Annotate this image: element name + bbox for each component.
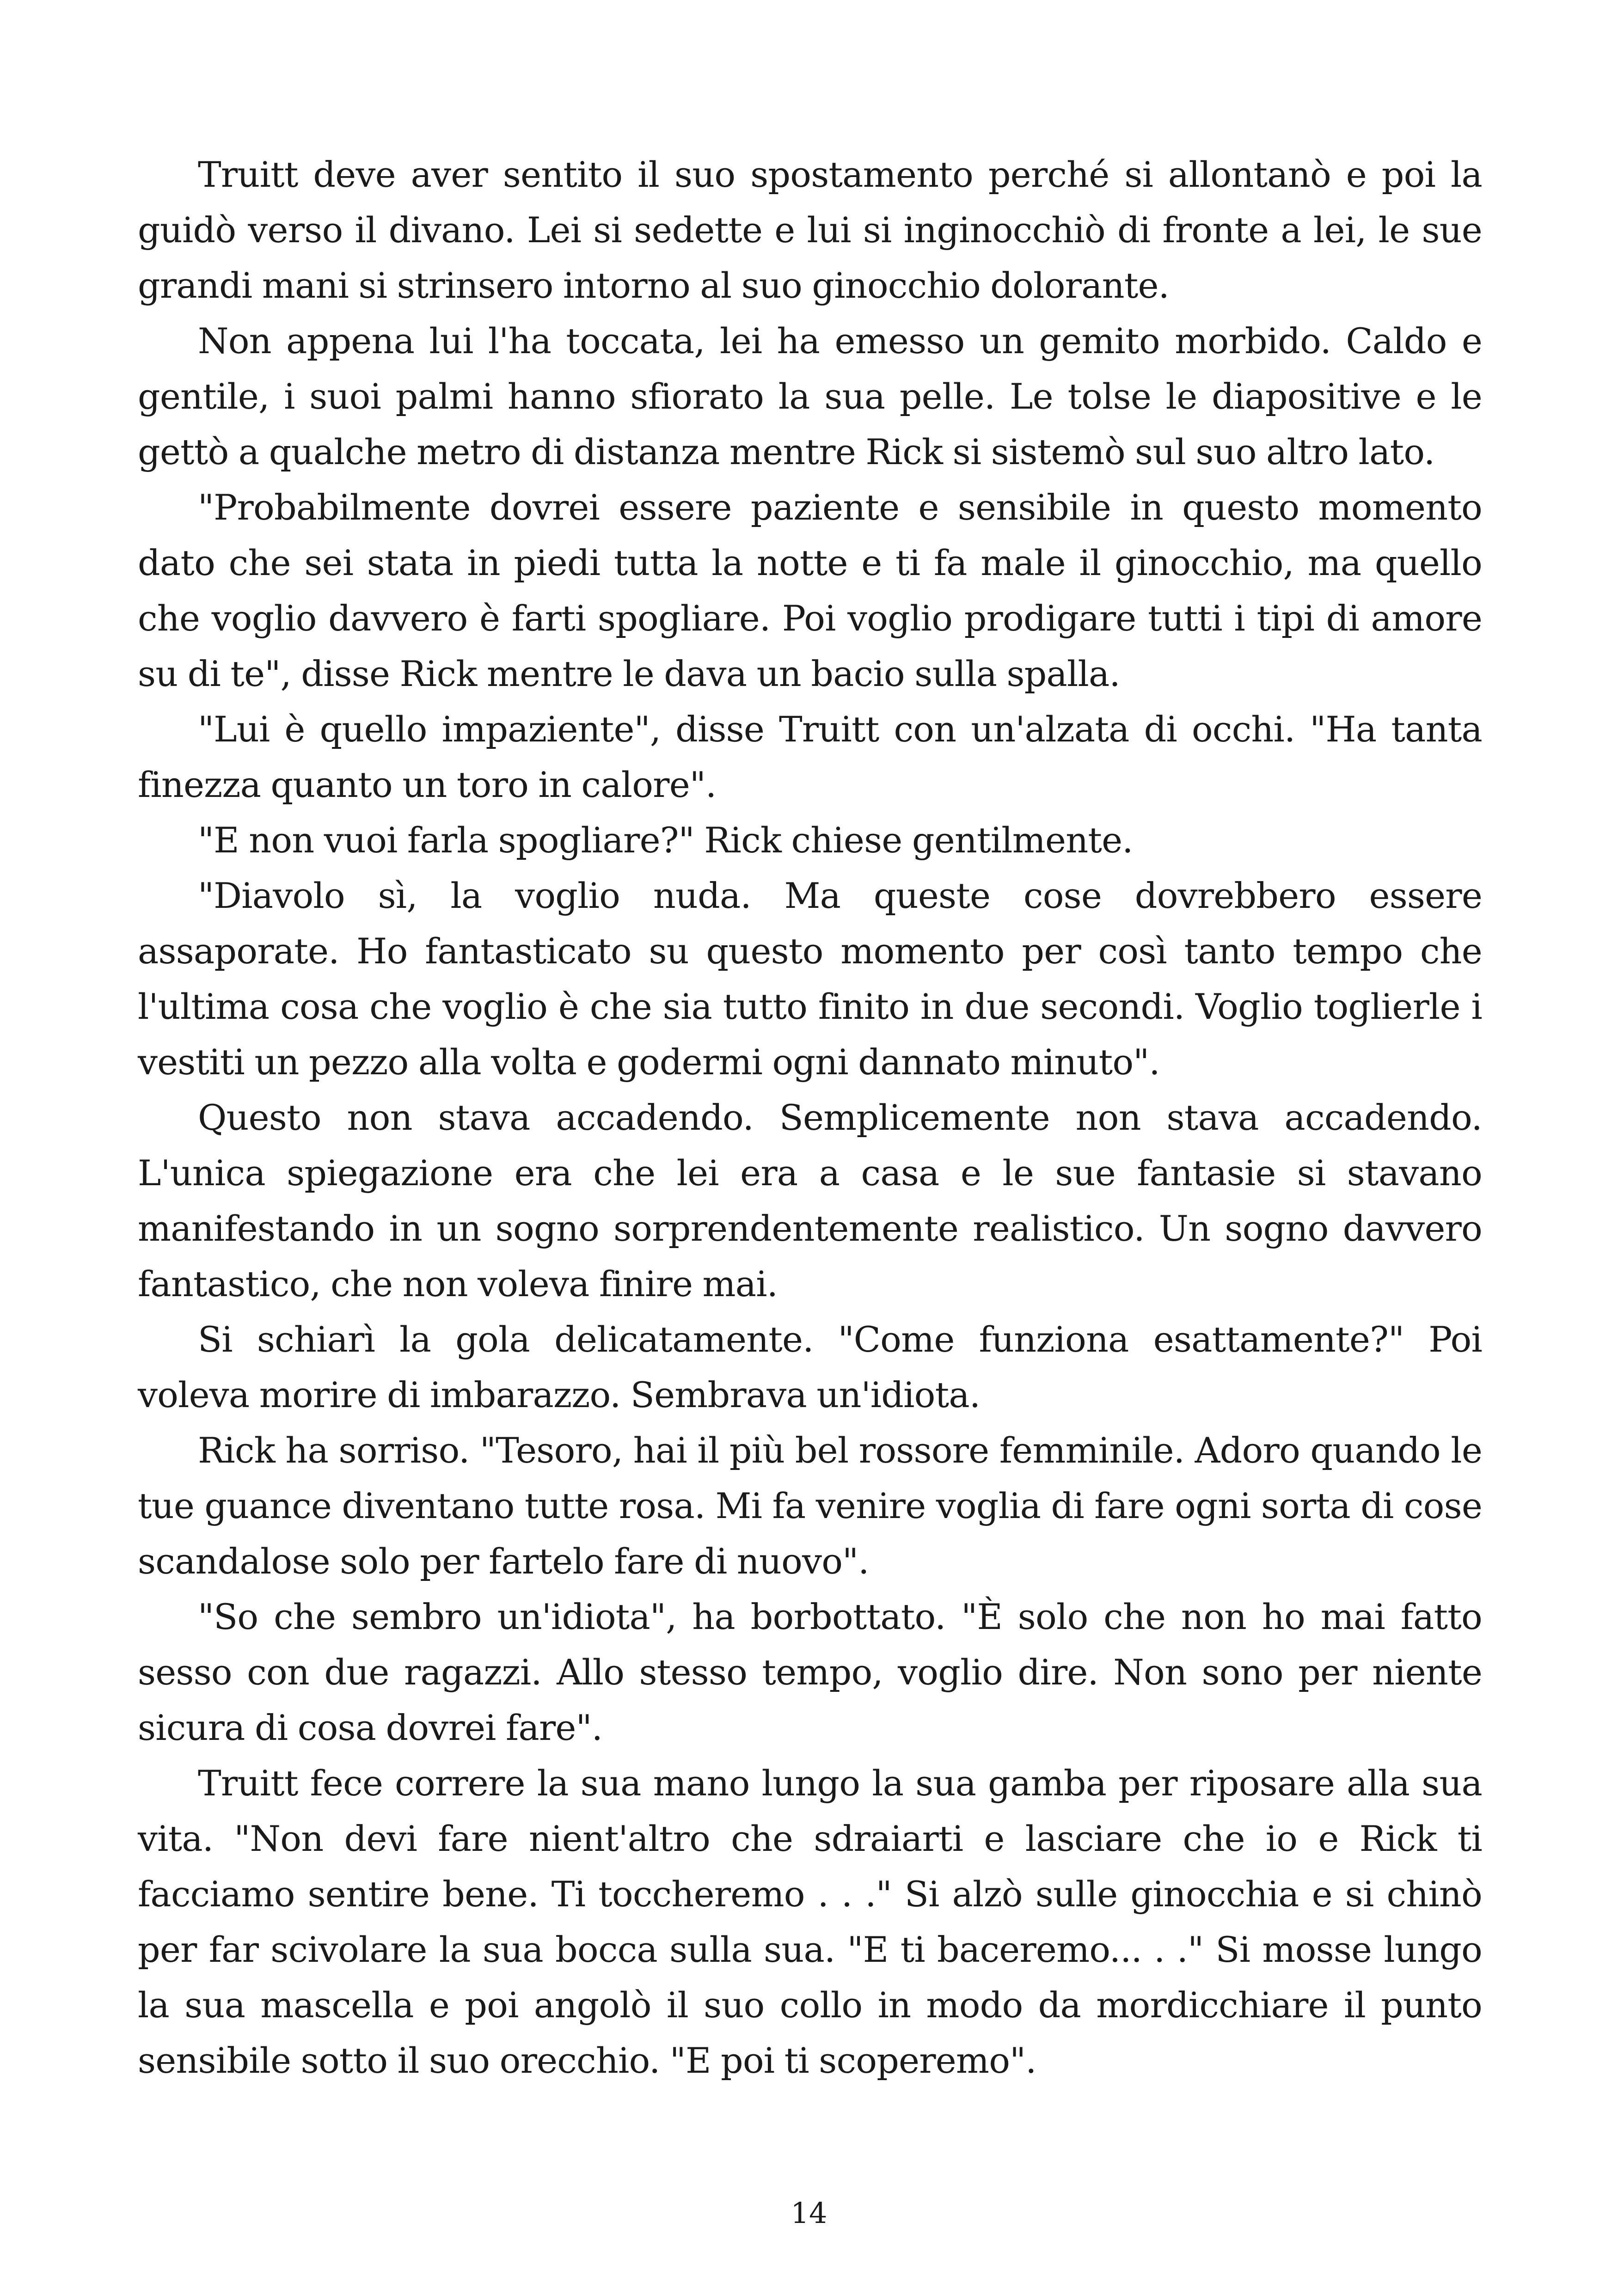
page-number: 14	[791, 2196, 827, 2230]
paragraph: "Lui è quello impaziente", disse Truitt con un'alzata di occhi. "Ha tanta finezza quanto un toro in calore".	[138, 709, 1482, 805]
paragraph: Truitt deve aver sentito il suo spostamento perché si allontanò e poi la guidò verso il divano. Lei si sedette e lui si inginocchiò di fronte a lei, le sue grandi mani si strinsero intorno al suo ginocchio dolorante.	[138, 154, 1482, 306]
paragraph: Non appena lui l'ha toccata, lei ha emesso un gemito morbido. Caldo e gentile, i suoi palmi hanno sfiorato la sua pelle. Le tolse le diapositive e le gettò a qualche metro di distanza mentre Rick si sistemò sul suo altro lato.	[138, 320, 1482, 472]
paragraph: Truitt fece correre la sua mano lungo la sua gamba per riposare alla sua vita. "Non devi fare nient'altro che sdraiarti e lasciare che io e Rick ti facciamo sentire bene. Ti toccheremo . . ." Si alzò sulle ginocchia e si chinò per far scivolare la sua bocca sulla sua. "E ti baceremo... . ." Si mosse lungo la sua mascella e poi angolò il suo collo in modo da mordicchiare il punto sensibile sotto il suo orecchio. "E poi ti scoperemo".	[138, 1763, 1482, 2081]
paragraph: "So che sembro un'idiota", ha borbottato. "È solo che non ho mai fatto sesso con due ragazzi. Allo stesso tempo, voglio dire. Non sono per niente sicura di cosa dovrei fare".	[138, 1596, 1482, 1748]
paragraph: Questo non stava accadendo. Semplicemente non stava accadendo. L'unica spiegazione era che lei era a casa e le sue fantasie si stavano manifestando in un sogno sorprendentemente realistico. Un sogno davvero fantastico, che non voleva finire mai.	[138, 1097, 1482, 1304]
paragraph: "Diavolo sì, la voglio nuda. Ma queste cose dovrebbero essere assaporate. Ho fantasticato su questo momento per così tanto tempo che l'ultima cosa che voglio è che sia tutto finito in due secondi. Voglio toglierle i vestiti un pezzo alla volta e godermi ogni dannato minuto".	[138, 875, 1482, 1083]
paragraph: "E non vuoi farla spogliare?" Rick chiese gentilmente.	[198, 820, 1133, 861]
paragraph: "Probabilmente dovrei essere paziente e sensibile in questo momento dato che sei stata in piedi tutta la notte e ti fa male il ginocchio, ma quello che voglio davvero è farti spogliare. Poi voglio prodigare tutti i tipi di amore su di te", disse Rick mentre le dava un bacio sulla spalla.	[138, 487, 1482, 694]
paragraph: Si schiarì la gola delicatamente. "Come funziona esattamente?" Poi voleva morire di imbarazzo. Sembrava un'idiota.	[138, 1319, 1482, 1415]
paragraph: Rick ha sorriso. "Tesoro, hai il più bel rossore femminile. Adoro quando le tue guance diventano tutte rosa. Mi fa venire voglia di fare ogni sorta di cose scandalose solo per fartelo fare di nuovo".	[138, 1430, 1482, 1582]
body-text	[138, 147, 1482, 2088]
